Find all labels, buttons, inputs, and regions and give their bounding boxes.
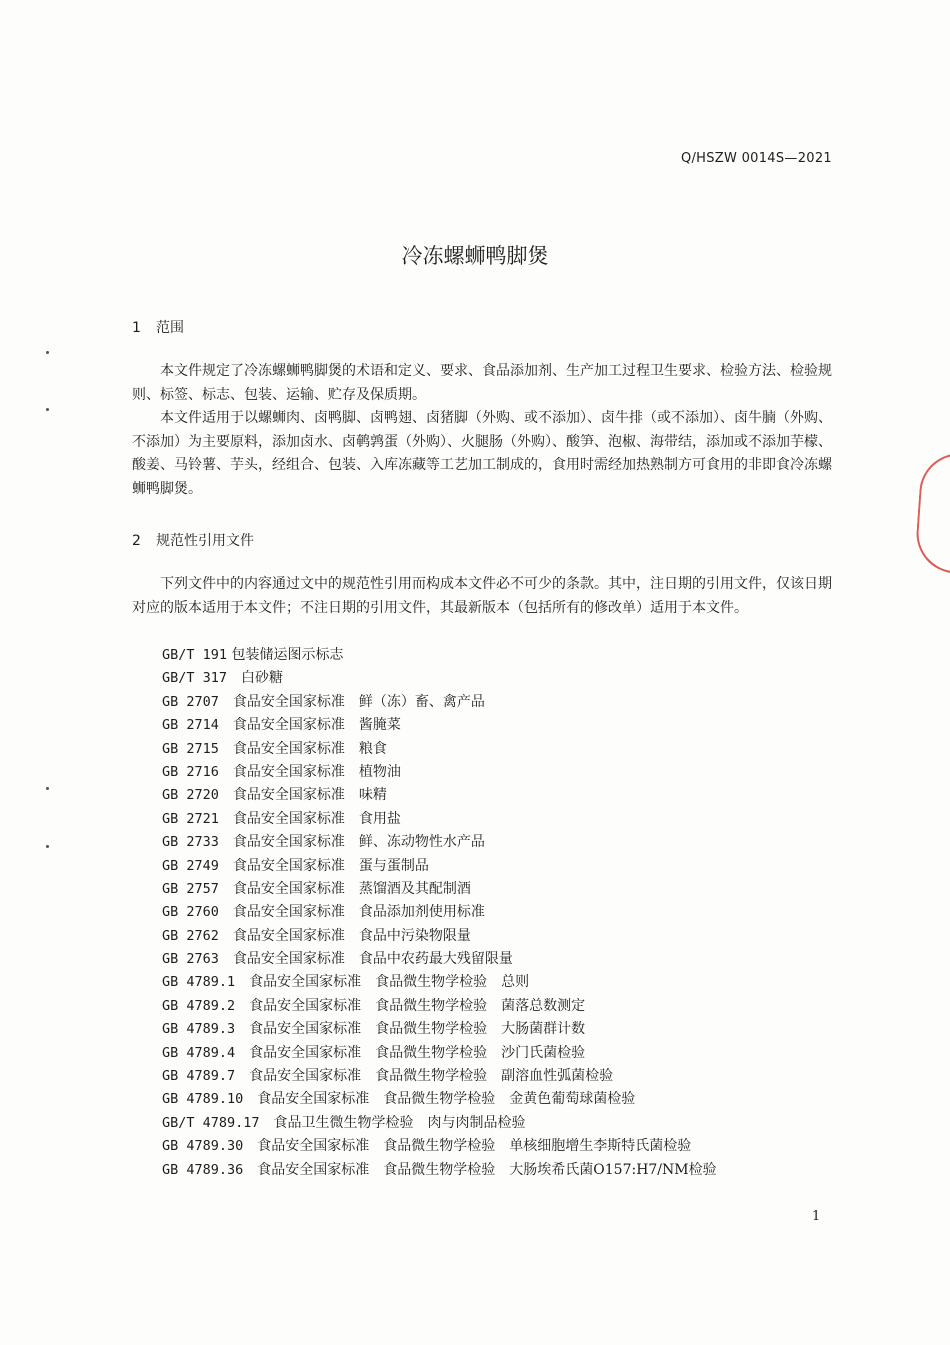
reference-code: GB/T 317 xyxy=(162,670,228,687)
section-1-number: 1 xyxy=(132,320,141,336)
reference-item xyxy=(162,1018,717,1041)
reference-item xyxy=(162,878,717,901)
reference-item xyxy=(162,925,717,948)
reference-code: GB 2714 xyxy=(162,717,219,734)
reference-title: 食品安全国家标准 鲜（冻）畜、禽产品 xyxy=(232,693,485,710)
reference-item xyxy=(162,738,717,761)
reference-title: 食品安全国家标准 食品中农药最大残留限量 xyxy=(232,951,513,968)
reference-title: 食品安全国家标准 鲜、冻动物性水产品 xyxy=(232,834,485,851)
reference-code: GB 4789.2 xyxy=(162,997,236,1014)
reference-code: GB/T 191 xyxy=(162,647,228,663)
reference-title: 食品安全国家标准 食品微生物学检验 总则 xyxy=(249,974,530,991)
reference-code: GB 2721 xyxy=(162,810,219,827)
section-1-heading xyxy=(132,317,184,337)
reference-code: GB 2715 xyxy=(162,740,219,757)
reference-code: GB 2757 xyxy=(162,880,219,897)
reference-item xyxy=(162,971,717,994)
reference-code: GB 4789.4 xyxy=(162,1044,236,1061)
section-1-title: 范围 xyxy=(156,320,184,336)
scan-dot xyxy=(46,408,49,411)
reference-item xyxy=(162,901,717,924)
reference-item xyxy=(162,1135,717,1158)
reference-title: 食品安全国家标准 食品微生物学检验 大肠菌群计数 xyxy=(249,1021,586,1038)
reference-code: GB 4789.3 xyxy=(162,1021,236,1038)
reference-code: GB 4789.10 xyxy=(162,1091,244,1108)
reference-title: 包装储运图示标志 xyxy=(231,647,344,663)
section-1-paragraph-2: 本文件适用于以螺蛳肉、卤鸭脚、卤鸭翅、卤猪脚（外购、或不添加）、卤牛排（或不添加）、卤牛腩（外购、不添加）为主要原料，添加卤水、卤鹌鹑蛋（外购）、火腿肠（外购）、酸笋、泡椒、海带结，添加或不添加芋檬、酸姜、马铃薯、芋头，经组合、包装、入库冻藏等工艺加工制成的，食用时需经加热熟制方可食用的非即食冷冻螺蛳鸭脚煲。 xyxy=(132,410,832,497)
reference-item xyxy=(162,1088,717,1111)
reference-title: 食品安全国家标准 食品微生物学检验 副溶血性弧菌检验 xyxy=(249,1068,614,1085)
reference-title: 食品安全国家标准 味精 xyxy=(232,787,387,804)
reference-item xyxy=(162,1112,717,1135)
section-2-intro: 下列文件中的内容通过文中的规范性引用而构成本文件必不可少的条款。其中，注日期的引用文件，仅该日期对应的版本适用于本文件；不注日期的引用文件，其最新版本（包括所有的修改单）适用于本文件。 xyxy=(132,576,832,616)
reference-code: GB 4789.7 xyxy=(162,1068,236,1085)
reference-title: 食品安全国家标准 食品微生物学检验 单核细胞增生李斯特氏菌检验 xyxy=(257,1138,692,1155)
reference-title: 食品安全国家标准 食品中污染物限量 xyxy=(232,927,471,944)
section-2-heading xyxy=(132,530,254,550)
reference-code: GB 4789.1 xyxy=(162,974,236,991)
reference-item xyxy=(162,784,717,807)
red-seal-stamp xyxy=(914,451,950,573)
reference-title: 食品安全国家标准 食品微生物学检验 大肠埃希氏菌O157:H7/NM检验 xyxy=(257,1161,717,1178)
reference-title: 白砂糖 xyxy=(241,670,284,687)
reference-item xyxy=(162,714,717,737)
reference-item xyxy=(162,1042,717,1065)
reference-code: GB 2749 xyxy=(162,857,219,874)
reference-item xyxy=(162,808,717,831)
reference-title: 食品安全国家标准 食用盐 xyxy=(232,810,401,827)
reference-title: 食品安全国家标准 粮食 xyxy=(232,740,387,757)
reference-item xyxy=(162,1159,717,1182)
reference-item xyxy=(162,667,717,690)
scan-dot xyxy=(46,845,49,848)
scan-dot xyxy=(46,351,49,354)
reference-title: 食品安全国家标准 食品添加剂使用标准 xyxy=(232,904,485,921)
reference-title: 食品安全国家标准 食品微生物学检验 沙门氏菌检验 xyxy=(249,1044,586,1061)
reference-item xyxy=(162,948,717,971)
reference-item xyxy=(162,761,717,784)
reference-item xyxy=(162,644,717,667)
standard-number: Q/HSZW 0014S—2021 xyxy=(680,151,832,166)
reference-code: GB 2720 xyxy=(162,787,219,804)
reference-title: 食品安全国家标准 蒸馏酒及其配制酒 xyxy=(232,880,471,897)
section-2-number: 2 xyxy=(132,533,141,549)
page-number: 1 xyxy=(812,1209,821,1224)
reference-code: GB 4789.36 xyxy=(162,1161,244,1178)
reference-code: GB 2760 xyxy=(162,904,219,921)
document-title: 冷冻螺蛳鸭脚煲 xyxy=(401,244,549,268)
reference-item xyxy=(162,995,717,1018)
reference-title: 食品安全国家标准 植物油 xyxy=(232,763,401,780)
reference-title: 食品安全国家标准 酱腌菜 xyxy=(232,717,401,734)
section-2-title: 规范性引用文件 xyxy=(156,533,254,549)
scan-dot xyxy=(46,787,49,790)
reference-title: 食品卫生微生物学检验 肉与肉制品检验 xyxy=(273,1114,526,1131)
reference-title: 食品安全国家标准 食品微生物学检验 金黄色葡萄球菌检验 xyxy=(257,1091,636,1108)
reference-title: 食品安全国家标准 食品微生物学检验 菌落总数测定 xyxy=(249,997,586,1014)
section-1-paragraph-1: 本文件规定了冷冻螺蛳鸭脚煲的术语和定义、要求、食品添加剂、生产加工过程卫生要求、检验方法、检验规则、标签、标志、包装、运输、贮存及保质期。 xyxy=(132,363,832,403)
reference-list xyxy=(162,644,717,1182)
reference-code: GB 2762 xyxy=(162,927,219,944)
reference-code: GB 4789.30 xyxy=(162,1138,244,1155)
reference-item xyxy=(162,831,717,854)
reference-code: GB 2716 xyxy=(162,763,219,780)
reference-code: GB 2733 xyxy=(162,834,219,851)
reference-code: GB 2707 xyxy=(162,693,219,710)
reference-code: GB 2763 xyxy=(162,951,219,968)
reference-item xyxy=(162,1065,717,1088)
reference-code: GB/T 4789.17 xyxy=(162,1114,260,1131)
reference-item xyxy=(162,855,717,878)
reference-item xyxy=(162,691,717,714)
reference-title: 食品安全国家标准 蛋与蛋制品 xyxy=(232,857,429,874)
